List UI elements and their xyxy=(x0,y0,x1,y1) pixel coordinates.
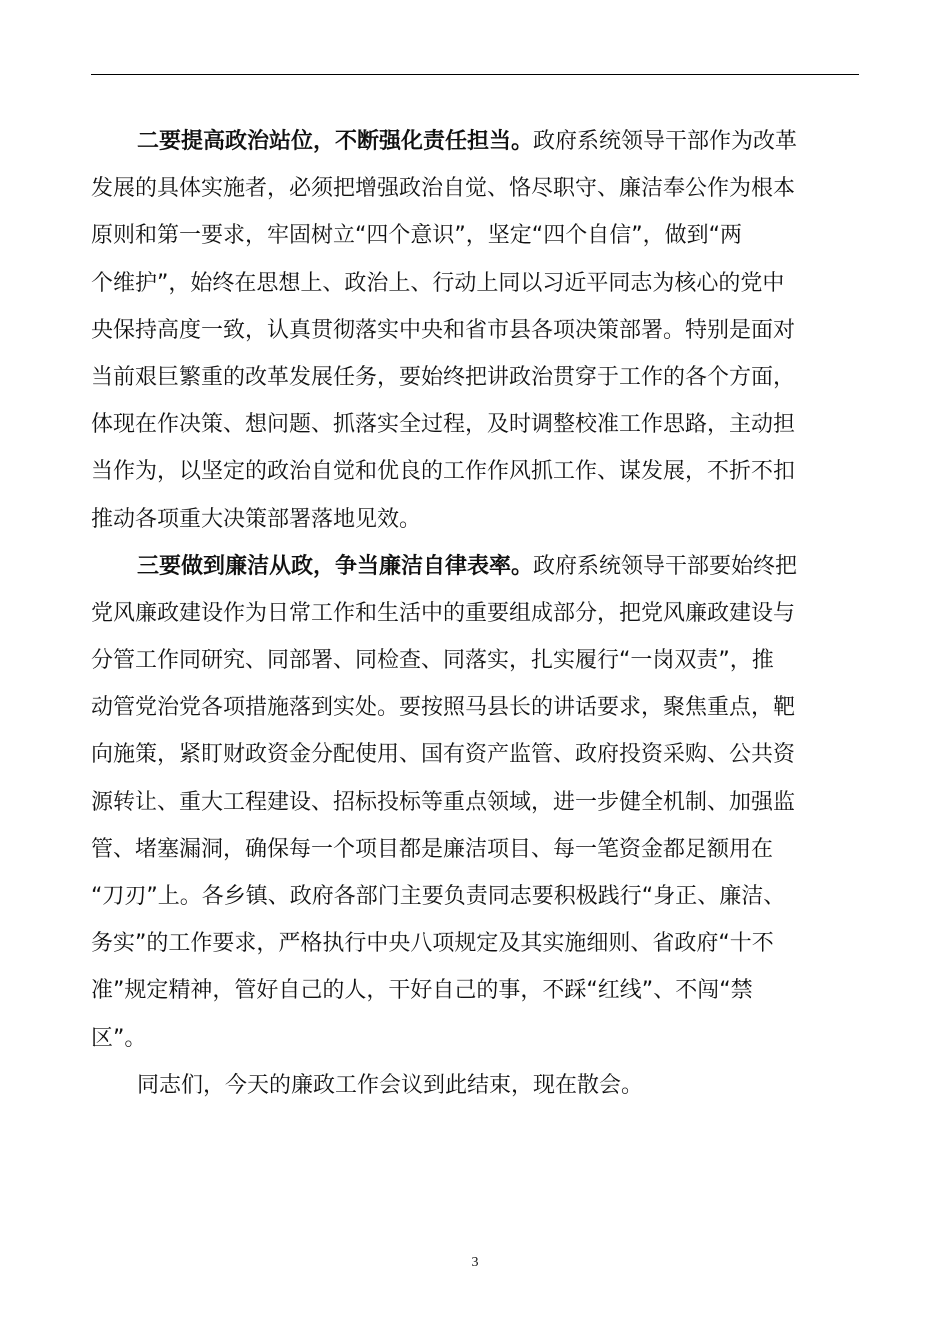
paragraph-line: 个维护”，始终在思想上、政治上、行动上同以习近平同志为核心的党中 xyxy=(91,270,785,296)
paragraph-heading: 二要提高政治站位，不断强化责任担当。 xyxy=(137,129,534,154)
paragraph-line: “刀刃”上。各乡镇、政府各部门主要负责同志要积极践行“身正、廉洁、 xyxy=(91,884,786,909)
paragraph-text: 政府系统领导干部作为改革 xyxy=(533,129,798,154)
paragraph-line xyxy=(91,118,871,165)
header-rule xyxy=(91,74,859,75)
paragraph-line: 区”。 xyxy=(91,1025,147,1051)
paragraph-line: 党风廉政建设作为日常工作和生活中的重要组成部分，把党风廉政建设与 xyxy=(91,600,796,626)
paragraph-line: 体现在作决策、想问题、抓落实全过程，及时调整校准工作思路，主动担 xyxy=(91,412,796,438)
paragraph-line: 当作为，以坚定的政治自觉和优良的工作作风抓工作、谋发展，不折不扣 xyxy=(91,459,796,485)
paragraph-line xyxy=(91,543,871,590)
closing-line: 同志们，今天的廉政工作会议到此结束，现在散会。 xyxy=(137,1072,644,1098)
paragraph-line: 原则和第一要求，牢固树立“四个意识”，坚定“四个自信”，做到“两 xyxy=(91,223,742,249)
paragraph-line: 源转让、重大工程建设、招标投标等重点领域，进一步健全机制、加强监 xyxy=(91,789,796,815)
paragraph-line: 向施策，紧盯财政资金分配使用、国有资产监管、政府投资采购、公共资 xyxy=(91,742,796,768)
paragraph-line: 当前艰巨繁重的改革发展任务，要始终把讲政治贯穿于工作的各个方面， xyxy=(91,364,796,390)
paragraph-line: 动管党治党各项措施落到实处。要按照马县长的讲话要求，聚焦重点，靶 xyxy=(91,695,796,721)
paragraph-line: 推动各项重大决策部署落地见效。 xyxy=(91,506,422,532)
paragraph-line: 发展的具体实施者，必须把增强政治自觉、恪尽职守、廉洁奉公作为根本 xyxy=(91,176,796,202)
paragraph-line: 央保持高度一致，认真贯彻落实中央和省市县各项决策部署。特别是面对 xyxy=(91,317,796,343)
paragraph-line: 准”规定精神，管好自己的人，干好自己的事，不踩“红线”、不闯“禁 xyxy=(91,978,753,1004)
paragraph-text: 政府系统领导干部要始终把 xyxy=(533,553,798,579)
paragraph-line: 分管工作同研究、同部署、同检查、同落实，扎实履行“一岗双责”，推 xyxy=(91,648,774,674)
paragraph-line: 管、堵塞漏洞，确保每一个项目都是廉洁项目、每一笔资金都足额用在 xyxy=(91,836,774,862)
page-number: 3 xyxy=(471,1255,479,1270)
document-body xyxy=(91,118,871,1109)
paragraph-heading: 三要做到廉洁从政，争当廉洁自律表率。 xyxy=(137,553,534,579)
paragraph-line: 务实”的工作要求，严格执行中央八项规定及其实施细则、省政府“十不 xyxy=(91,931,774,957)
